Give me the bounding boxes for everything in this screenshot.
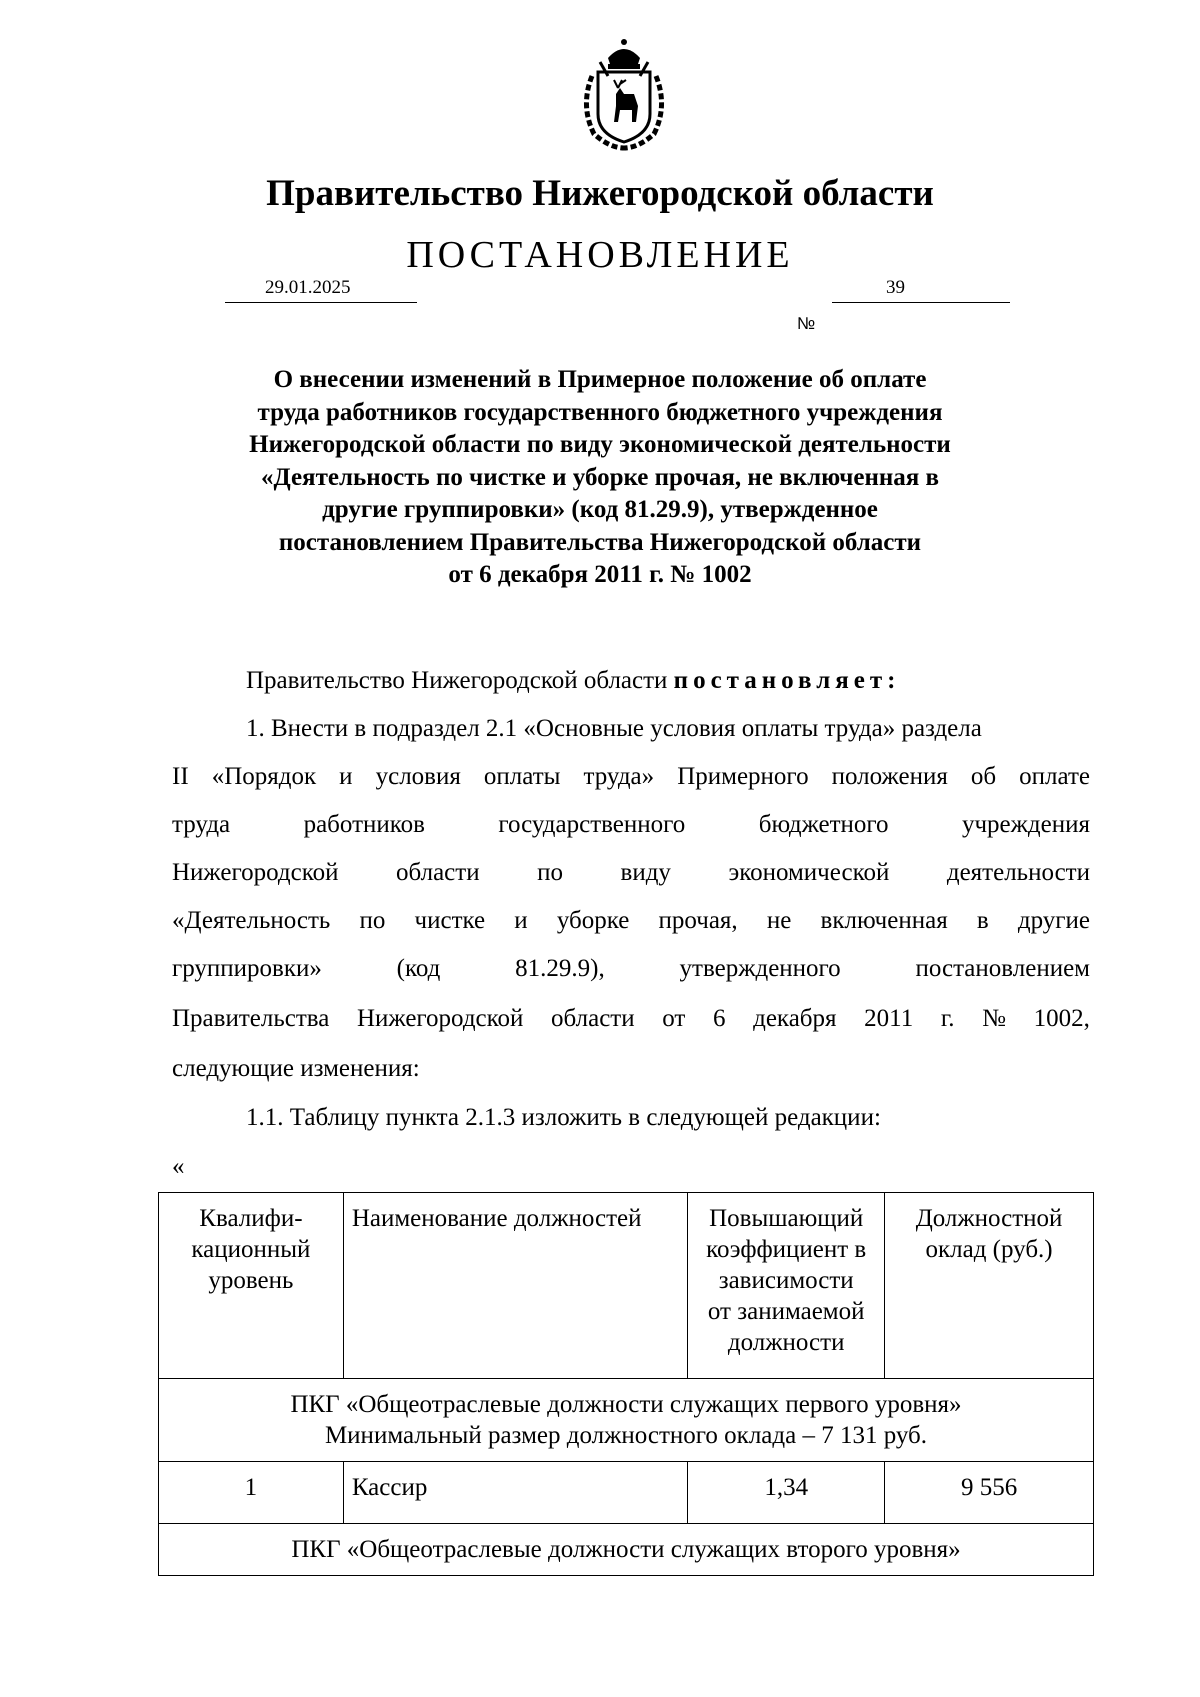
subject-line: другие группировки» (код 81.29.9), утвержденное xyxy=(322,496,878,523)
line-word: труда xyxy=(172,811,231,838)
line-word: постановлением xyxy=(915,955,1090,982)
group2-title: ПКГ «Общеотраслевые должности служащих второго уровня» xyxy=(291,1536,961,1563)
line-word: утвержденного xyxy=(679,955,841,982)
header-position: Наименование должностей xyxy=(343,1193,687,1379)
line-word: положения xyxy=(831,763,948,790)
line-word: Правительства xyxy=(172,1005,330,1032)
line-word: 1002, xyxy=(1033,1005,1090,1032)
line-word: Примерного xyxy=(677,763,809,790)
item1-line xyxy=(172,762,1090,792)
line-word: и xyxy=(339,763,353,790)
line-word: другие xyxy=(1017,907,1090,934)
intro-verb: постановляет: xyxy=(673,667,901,694)
intro-text: Правительство Нижегородской области xyxy=(246,667,668,694)
row-coefficient: 1,34 xyxy=(688,1462,885,1524)
line-word: виду xyxy=(620,859,671,886)
group1-title: ПКГ «Общеотраслевые должности служащих первого уровня» xyxy=(290,1391,962,1418)
line-word: «Деятельность xyxy=(172,907,331,934)
line-word: 6 xyxy=(712,1005,726,1032)
line-word: работников xyxy=(303,811,425,838)
document-subject xyxy=(160,364,1040,592)
line-word: «Порядок xyxy=(211,763,317,790)
line-word: группировки» xyxy=(172,955,322,982)
government-name: Правительство Нижегородской области xyxy=(266,173,934,214)
line-word: не xyxy=(766,907,792,934)
item1-last-line: следующие изменения: xyxy=(172,1055,420,1082)
line-word: № xyxy=(982,1005,1007,1032)
header-level: Квалифи- кационный уровень xyxy=(159,1193,344,1379)
subject-line: труда работников государственного бюджетного учреждения xyxy=(257,398,943,426)
quote-open: « xyxy=(172,1153,185,1180)
line-word: г. xyxy=(940,1005,955,1032)
item1-line xyxy=(172,906,1090,936)
line-word: деятельности xyxy=(946,859,1090,886)
line-word: в xyxy=(976,907,989,934)
subject-line: «Деятельность по чистке и уборке прочая, не включенная в xyxy=(260,463,940,491)
line-word: об xyxy=(970,763,997,790)
line-word: и xyxy=(514,907,528,934)
line-word: прочая, xyxy=(658,907,738,934)
row-level: 1 xyxy=(159,1462,344,1524)
line-word: декабря xyxy=(753,1005,837,1032)
line-word: по xyxy=(537,859,563,886)
header-salary: Должностной оклад (руб.) xyxy=(885,1193,1094,1379)
salary-table xyxy=(158,1192,1094,1576)
line-word: оплате xyxy=(1019,763,1090,790)
line-word: оплаты xyxy=(483,763,561,790)
line-word: бюджетного xyxy=(758,811,889,838)
subject-line: постановлением Правительства Нижегородской области xyxy=(278,528,922,556)
line-word: государственного xyxy=(498,811,686,838)
group1-min-salary: Минимальный размер должностного оклада – 7 131 руб. xyxy=(324,1422,928,1449)
line-word: II xyxy=(172,763,189,790)
item1-first-line: 1. Внести в подраздел 2.1 «Основные условия оплаты труда» раздела xyxy=(246,715,982,742)
subject-line: О внесении изменений в Примерное положение об оплате xyxy=(273,366,927,393)
table-header-row xyxy=(159,1193,1094,1379)
line-word: чистке xyxy=(414,907,486,934)
document-type: ПОСТАНОВЛЕНИЕ xyxy=(406,234,794,276)
line-word: 2011 xyxy=(864,1005,914,1032)
document-number-line xyxy=(832,277,1010,303)
line-word: области xyxy=(551,1005,635,1032)
group2-cell xyxy=(159,1524,1094,1576)
line-word: по xyxy=(359,907,386,934)
document-date-line xyxy=(225,277,417,303)
line-word: экономической xyxy=(728,859,890,886)
line-word: труда» xyxy=(583,763,655,790)
header-coefficient: Повышающий коэффициент в зависимости от занимаемой должности xyxy=(688,1193,885,1379)
resolution-intro xyxy=(246,666,900,696)
line-word: условия xyxy=(375,763,461,790)
line-word: учреждения xyxy=(961,811,1090,838)
group1-cell xyxy=(159,1379,1094,1462)
row-position: Кассир xyxy=(343,1462,687,1524)
table-group-row xyxy=(159,1524,1094,1576)
row-salary: 9 556 xyxy=(885,1462,1094,1524)
line-word: Нижегородской xyxy=(172,859,339,886)
table-row xyxy=(159,1462,1094,1524)
document-number: 39 xyxy=(886,277,905,298)
line-word: 81.29.9), xyxy=(515,955,605,982)
subject-line: от 6 декабря 2011 г. № 1002 xyxy=(448,561,752,588)
line-word: (код xyxy=(396,955,441,982)
item1-line xyxy=(172,858,1090,888)
item1-line xyxy=(172,1004,1090,1034)
line-word: Нижегородской xyxy=(356,1005,524,1032)
item11-text: 1.1. Таблицу пункта 2.1.3 изложить в следующей редакции: xyxy=(246,1104,881,1131)
number-sign: № xyxy=(797,314,816,333)
subject-line: Нижегородской области по виду экономической деятельности xyxy=(249,431,951,458)
line-word: уборке xyxy=(556,907,630,934)
table-group-row xyxy=(159,1379,1094,1462)
line-word: области xyxy=(396,859,480,886)
line-word: включенная xyxy=(820,907,948,934)
line-word: от xyxy=(662,1005,686,1032)
document-date: 29.01.2025 xyxy=(265,277,351,298)
item1-line xyxy=(172,810,1090,840)
coat-of-arms-icon xyxy=(564,36,684,156)
item1-line xyxy=(172,954,1090,984)
